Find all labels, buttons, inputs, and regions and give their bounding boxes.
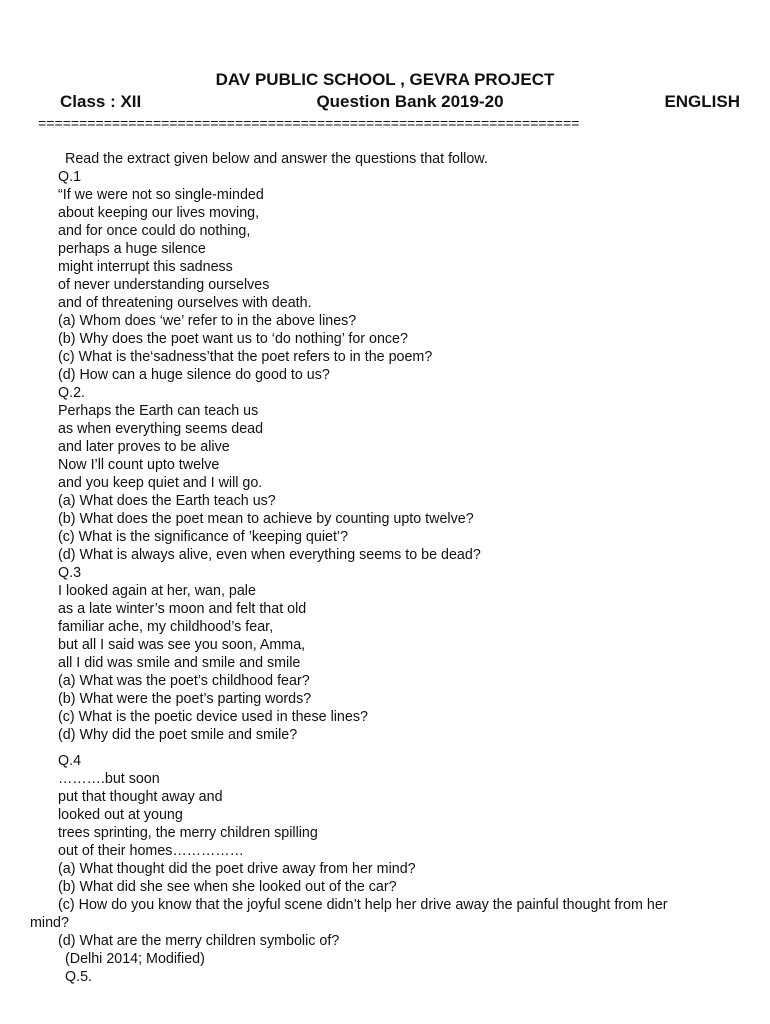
q5-label: Q.5. bbox=[65, 969, 93, 985]
q1-line: might interrupt this sadness bbox=[58, 259, 233, 275]
q2-line: as when everything seems dead bbox=[58, 421, 264, 437]
q2-question-b: (b) What does the poet mean to achieve by counting upto twelve? bbox=[58, 511, 474, 527]
q1-line: “If we were not so single-minded bbox=[58, 187, 264, 203]
q4-question-c-continued: mind? bbox=[30, 915, 69, 931]
q2-line: Perhaps the Earth can teach us bbox=[58, 403, 259, 419]
q3-line: I looked again at her, wan, pale bbox=[58, 583, 256, 599]
instruction: Read the extract given below and answer the questions that follow. bbox=[65, 151, 488, 167]
q4-source: (Delhi 2014; Modified) bbox=[65, 951, 205, 967]
q3-question-b: (b) What were the poet’s parting words? bbox=[58, 691, 312, 707]
school-title: DAV PUBLIC SCHOOL , GEVRA PROJECT bbox=[215, 70, 555, 89]
separator-rule: ================================================================== bbox=[38, 117, 580, 133]
q1-line: and of threatening ourselves with death. bbox=[58, 295, 312, 311]
q2-label: Q.2. bbox=[58, 385, 86, 401]
q4-line: out of their homes…………… bbox=[58, 843, 244, 859]
q4-label: Q.4 bbox=[58, 753, 82, 769]
q4-line: ……….but soon bbox=[58, 771, 160, 787]
q3-label: Q.3 bbox=[58, 565, 82, 581]
q1-question-b: (b) Why does the poet want us to ‘do nothing’ for once? bbox=[58, 331, 408, 347]
q1-line: about keeping our lives moving, bbox=[58, 205, 260, 221]
q4-line: trees sprinting, the merry children spilling bbox=[58, 825, 318, 841]
class-label: Class : XII bbox=[60, 92, 142, 111]
q1-line: and for once could do nothing, bbox=[58, 223, 251, 239]
q1-line: perhaps a huge silence bbox=[58, 241, 206, 257]
q2-question-c: (c) What is the significance of ’keeping quiet’? bbox=[58, 529, 349, 545]
q1-question-c: (c) What is the‘sadness’that the poet refers to in the poem? bbox=[58, 349, 433, 365]
q3-question-a: (a) What was the poet’s childhood fear? bbox=[58, 673, 310, 689]
q4-question-a: (a) What thought did the poet drive away from her mind? bbox=[58, 861, 416, 877]
question-body bbox=[0, 150, 770, 986]
q2-line: and you keep quiet and I will go. bbox=[58, 475, 263, 491]
q3-line: as a late winter’s moon and felt that old bbox=[58, 601, 307, 617]
q4-question-b: (b) What did she see when she looked out of the car? bbox=[58, 879, 397, 895]
question-bank-label: Question Bank 2019-20 bbox=[316, 92, 504, 111]
spacer bbox=[0, 744, 770, 752]
q4-question-d: (d) What are the merry children symbolic of? bbox=[58, 933, 340, 949]
q4-question-c: (c) How do you know that the joyful scene didn’t help her drive away the painful thought from her bbox=[58, 897, 668, 913]
q3-line: but all I said was see you soon, Amma, bbox=[58, 637, 306, 653]
q2-line: Now I’ll count upto twelve bbox=[58, 457, 220, 473]
q2-question-a: (a) What does the Earth teach us? bbox=[58, 493, 276, 509]
q1-question-d: (d) How can a huge silence do good to us? bbox=[58, 367, 330, 383]
q3-question-d: (d) Why did the poet smile and smile? bbox=[58, 727, 298, 743]
q1-line: of never understanding ourselves bbox=[58, 277, 270, 293]
subject-label: ENGLISH bbox=[664, 92, 740, 111]
q4-line: looked out at young bbox=[58, 807, 183, 823]
q3-line: all I did was smile and smile and smile bbox=[58, 655, 301, 671]
q3-question-c: (c) What is the poetic device used in these lines? bbox=[58, 709, 368, 725]
q1-label: Q.1 bbox=[58, 169, 82, 185]
q1-question-a: (a) Whom does ‘we’ refer to in the above lines? bbox=[58, 313, 357, 329]
q2-question-d: (d) What is always alive, even when everything seems to be dead? bbox=[58, 547, 481, 563]
q4-line: put that thought away and bbox=[58, 789, 223, 805]
q2-line: and later proves to be alive bbox=[58, 439, 230, 455]
q3-line: familiar ache, my childhood’s fear, bbox=[58, 619, 274, 635]
